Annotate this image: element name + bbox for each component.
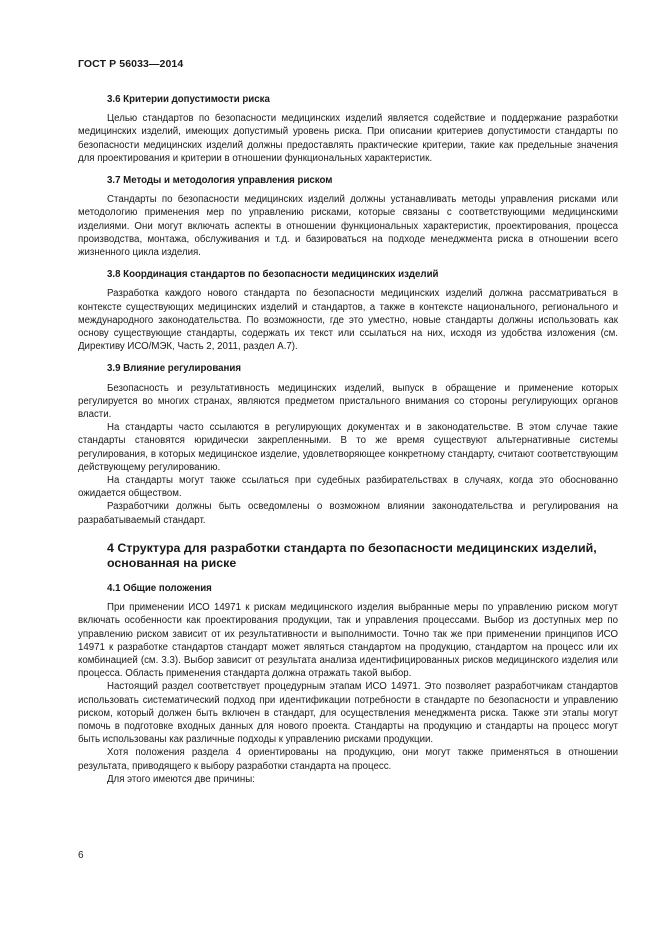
document-header: ГОСТ Р 56033—2014	[78, 58, 184, 70]
section-3-9	[78, 362, 618, 526]
paragraph: При применении ИСО 14971 к рискам медицинского изделия выбранные меры по управлению риском могут включать особенности как проектирования продукции, так и управления процессами. Выбор из доступных мер по управлению риском зависит от их результативности и выполнимости. Точно так же при применении принципов ИСО 14971 к разработке стандартов стандарт может являться стандартом на продукцию, стандартом на процесс или их комбинацией (см. 3.3). Выбор зависит от результата анализа идентифицированных рисков медицинского изделия или процесса. Область применения стандарта должна отражать такой выбор.	[78, 602, 618, 680]
section-3-8	[78, 268, 618, 353]
section-heading: 4.1 Общие положения	[107, 582, 212, 594]
paragraph: Для этого имеются две причины:	[107, 773, 255, 785]
section-3-6	[78, 93, 618, 165]
section-heading: 3.6 Критерии допустимости риска	[107, 94, 270, 105]
chapter-heading: 4 Структура для разработки стандарта по безопасности медицинских изделий, основанная на риске	[107, 540, 597, 571]
page-number: 6	[78, 850, 84, 861]
paragraph: Целью стандартов по безопасности медицинских изделий является содействие и поддержание разработки медицинских изделий, имеющих допустимый уровень риска. При описании критериев допустимости стандарты по безопасности медицинских изделий должны предоставлять практические критерии, такие как предельные значения для проектирования и критерии в отношении функциональных характеристик.	[78, 113, 618, 164]
section-heading: 3.7 Методы и методология управления риском	[107, 175, 333, 187]
section-heading: 3.9 Влияние регулирования	[107, 363, 242, 375]
section-heading: 3.8 Координация стандартов по безопасности медицинских изделий	[107, 269, 439, 281]
section-4-1	[78, 582, 618, 786]
paragraph: На стандарты часто ссылаются в регулирующих документах и в законодательстве. В этом случае такие стандарты становятся юридически закрепленными. В то же время существуют альтернативные системы регулирования, в которых медицинское изделие, удовлетворяющее конкретному стандарту, считают соответствующим действующему регулированию.	[78, 422, 618, 473]
paragraph: Безопасность и результативность медицинских изделий, выпуск в обращение и применение которых регулируется во многих странах, являются предметом пристального внимания со стороны регулирующих органов власти.	[78, 382, 618, 421]
section-3-7	[78, 174, 618, 259]
paragraph: Хотя положения раздела 4 ориентированы на продукцию, они могут также применяться в отношении результата, приводящего к выбору разработки стандарта на процесс.	[78, 747, 618, 772]
paragraph: Стандарты по безопасности медицинских изделий должны устанавливать методы управления рисками или методологию применения мер по управлению рисками, которые связаны с соответствующими медицинскими изделиями. Они могут включать аспекты в отношении функциональных характеристик, проектирования, процесса производства, монтажа, обслуживания и т.д. и базироваться на подходе менеджмента риска в отношении всего жизненного цикла изделия.	[78, 194, 618, 259]
paragraph: На стандарты могут также ссылаться при судебных разбирательствах в случаях, когда это обоснованно ожидается обществом.	[78, 475, 618, 500]
paragraph: Разработчики должны быть осведомлены о возможном влиянии законодательства и регулирования на разрабатываемый стандарт.	[78, 501, 618, 526]
paragraph: Разработка каждого нового стандарта по безопасности медицинских изделий должна рассматриваться в контексте существующих медицинских изделий и стандартов, а также в контексте национального, регионального и международного законодательства. По возможности, где это уместно, новые стандарты должны использовать как основу существующие стандарты, содержать их текст или ссылаться на них, исходя из удобства изложения (см. Директиву ИСО/МЭК, Часть 2, 2011, раздел А.7).	[78, 288, 618, 353]
page-content	[78, 93, 618, 795]
paragraph: Настоящий раздел соответствует процедурным этапам ИСО 14971. Это позволяет разработчикам стандартов использовать систематический подход при идентификации потребности в стандарте по безопасности и управлению риском, который должен быть включен в стандарт, для осуществления менеджмента риска. Также эти этапы могут помочь в подготовке входных данных для нового проекта. Стандарты на продукцию и стандарты на процесс могут быть использованы как различные подходы к управлению рисками продукции.	[78, 681, 618, 746]
